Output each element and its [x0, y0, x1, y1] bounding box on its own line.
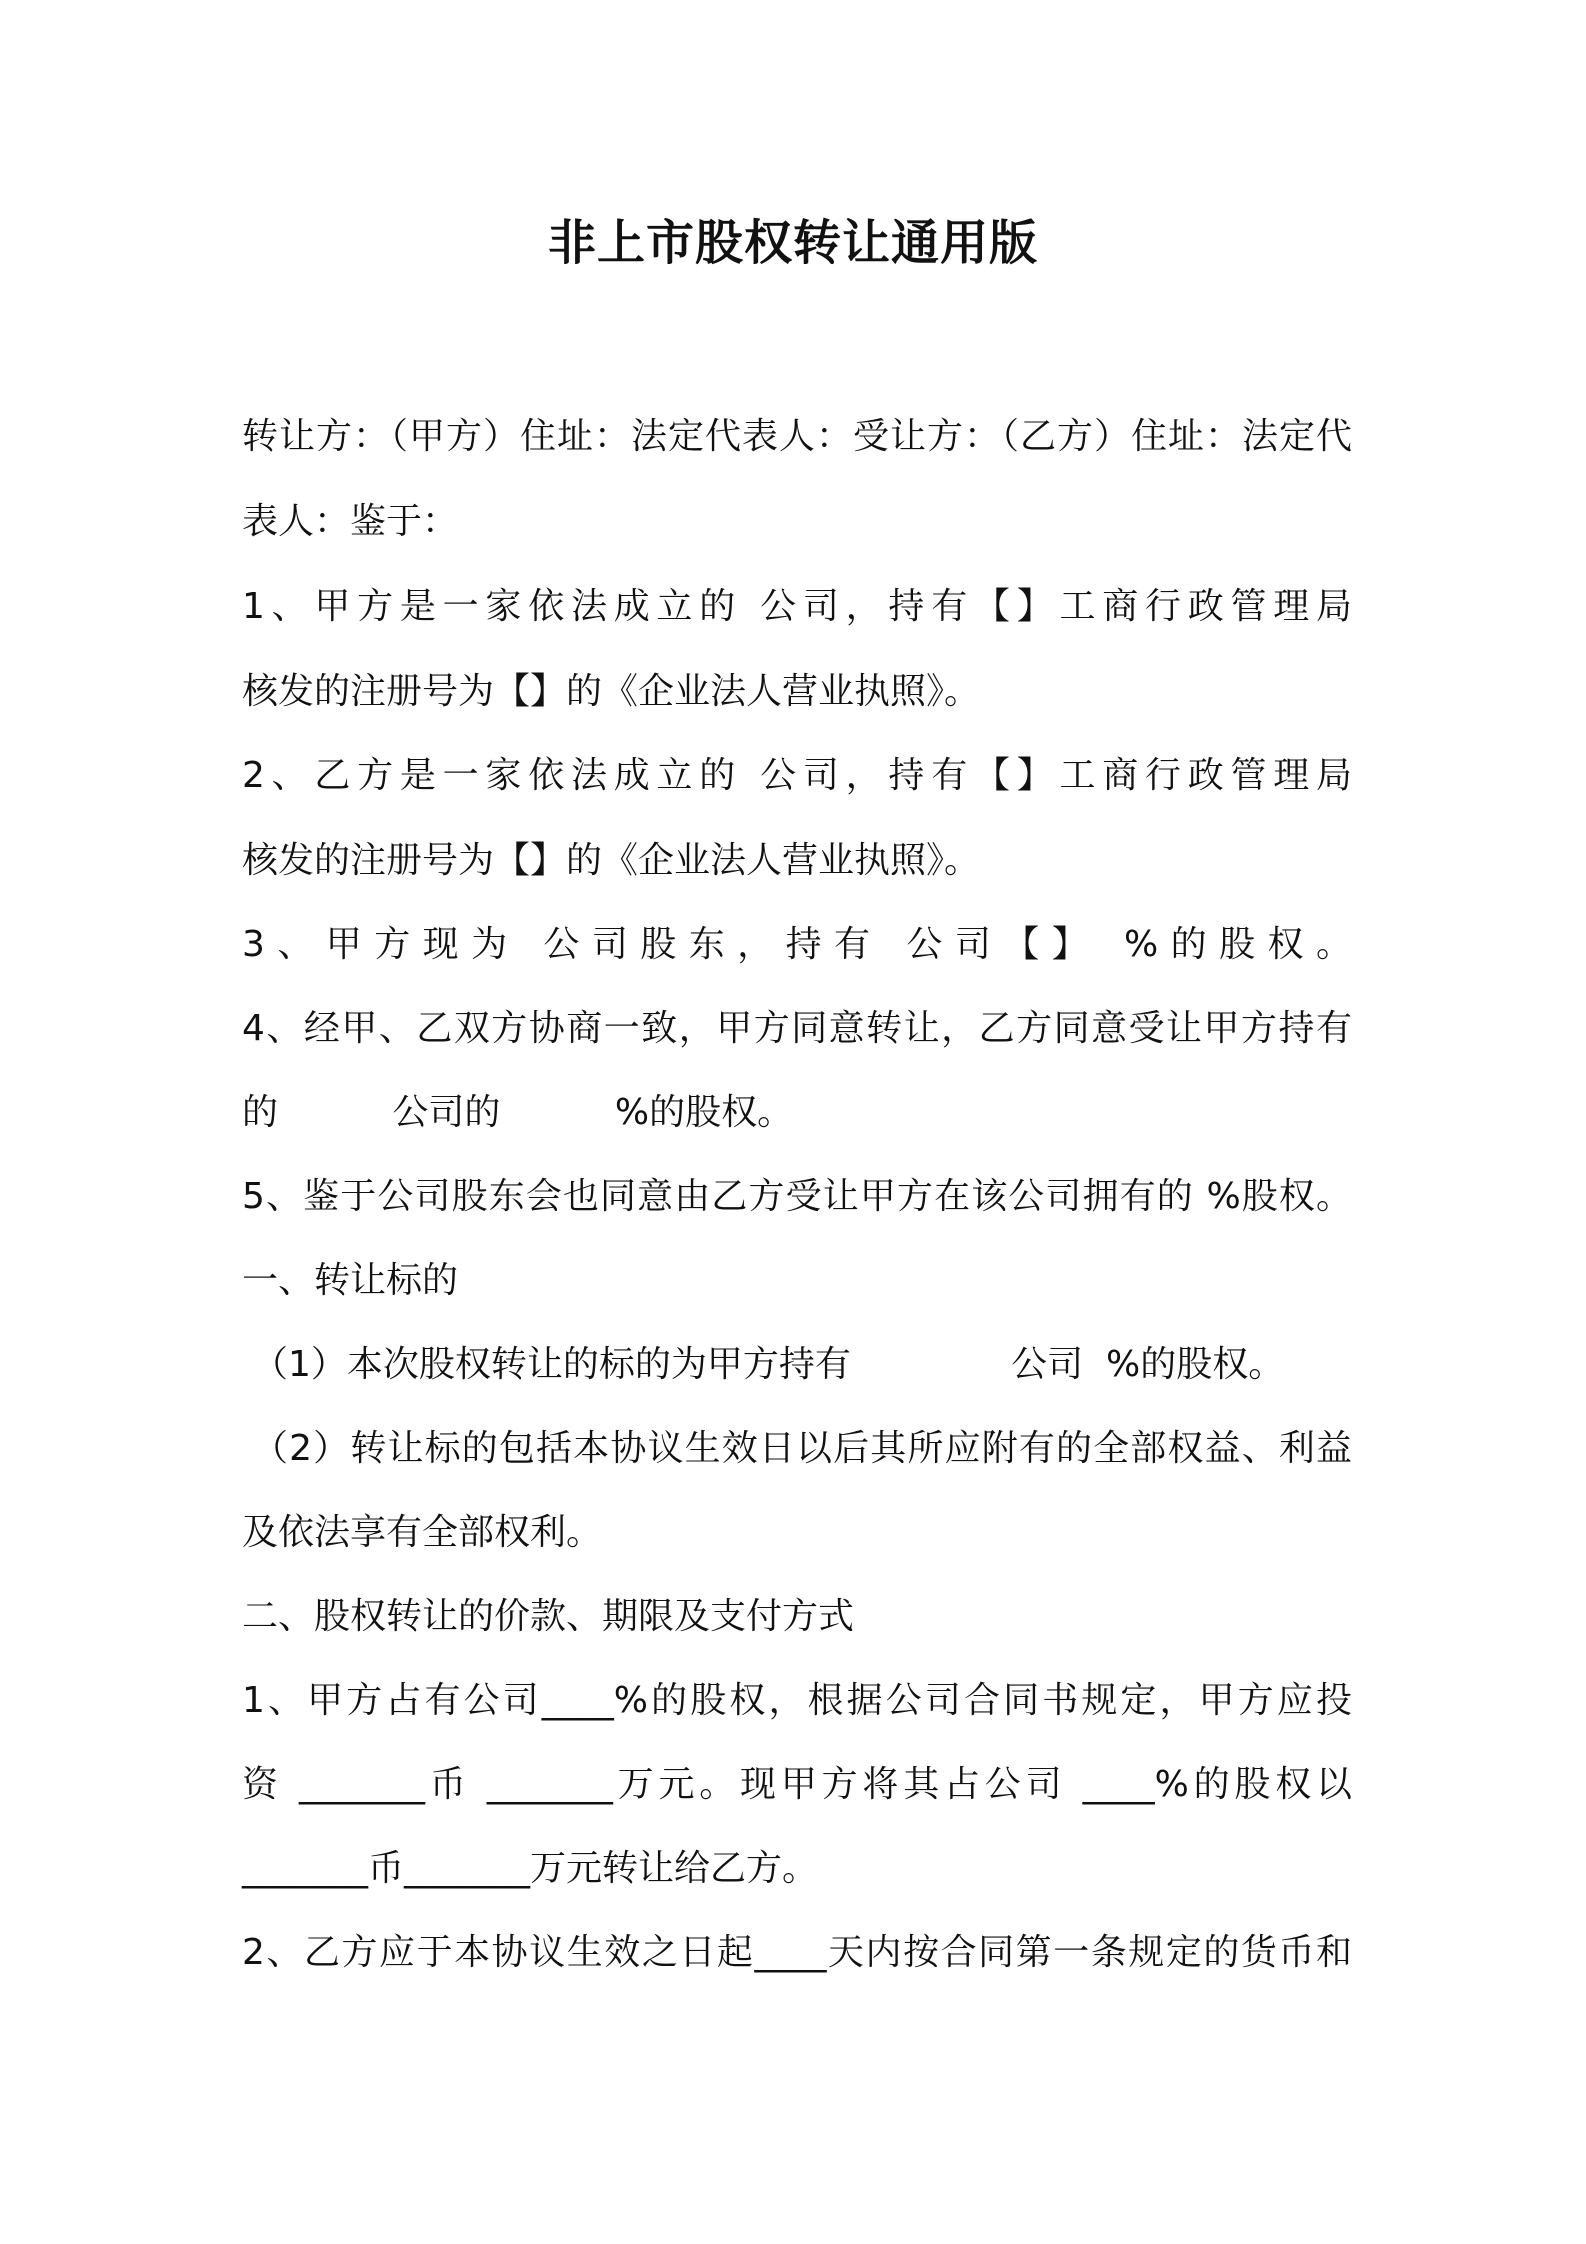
document-line: （1）本次股权转让的标的为甲方持有 公司 %的股权。	[252, 1344, 1285, 1385]
document-line: 的 公司的 %的股权。	[242, 1092, 794, 1133]
document-line: 3、甲方现为 公司股东，持有 公司【】 %的股权。	[242, 924, 1352, 965]
section-heading: 二、股权转让的价款、期限及支付方式	[242, 1596, 855, 1637]
document-line: 2、乙方是一家依法成立的 公司，持有【】工商行政管理局	[242, 755, 1352, 796]
document-line: 5、鉴于公司股东会也同意由乙方受让甲方在该公司拥有的 %股权。	[242, 1176, 1352, 1217]
document-line: 1、甲方占有公司____%的股权，根据公司合同书规定，甲方应投	[242, 1680, 1352, 1721]
document-line: 表人：鉴于：	[242, 501, 459, 542]
document-line: 核发的注册号为【】的《企业法人营业执照》。	[242, 840, 981, 881]
document-line: 核发的注册号为【】的《企业法人营业执照》。	[242, 671, 981, 712]
section-heading: 一、转让标的	[242, 1260, 459, 1301]
document-line: 转让方：（甲方）住址：法定代表人：受让方：（乙方）住址：法定代	[242, 416, 1352, 457]
document-line: 2、乙方应于本协议生效之日起____天内按合同第一条规定的货币和	[242, 1932, 1352, 1973]
document-line: 资 _______币 _______万元。现甲方将其占公司 ____%的股权以	[242, 1764, 1352, 1805]
document-line: 4、经甲、乙双方协商一致，甲方同意转让，乙方同意受让甲方持有	[242, 1008, 1352, 1049]
document-line: 及依法享有全部权利。	[242, 1512, 603, 1553]
document-line: （2）转让标的包括本协议生效日以后其所应附有的全部权益、利益	[252, 1428, 1352, 1469]
document-line: 1、甲方是一家依法成立的 公司，持有【】工商行政管理局	[242, 586, 1352, 627]
document-title: 非上市股权转让通用版	[547, 215, 1038, 271]
document-line: _______币_______万元转让给乙方。	[242, 1848, 819, 1889]
